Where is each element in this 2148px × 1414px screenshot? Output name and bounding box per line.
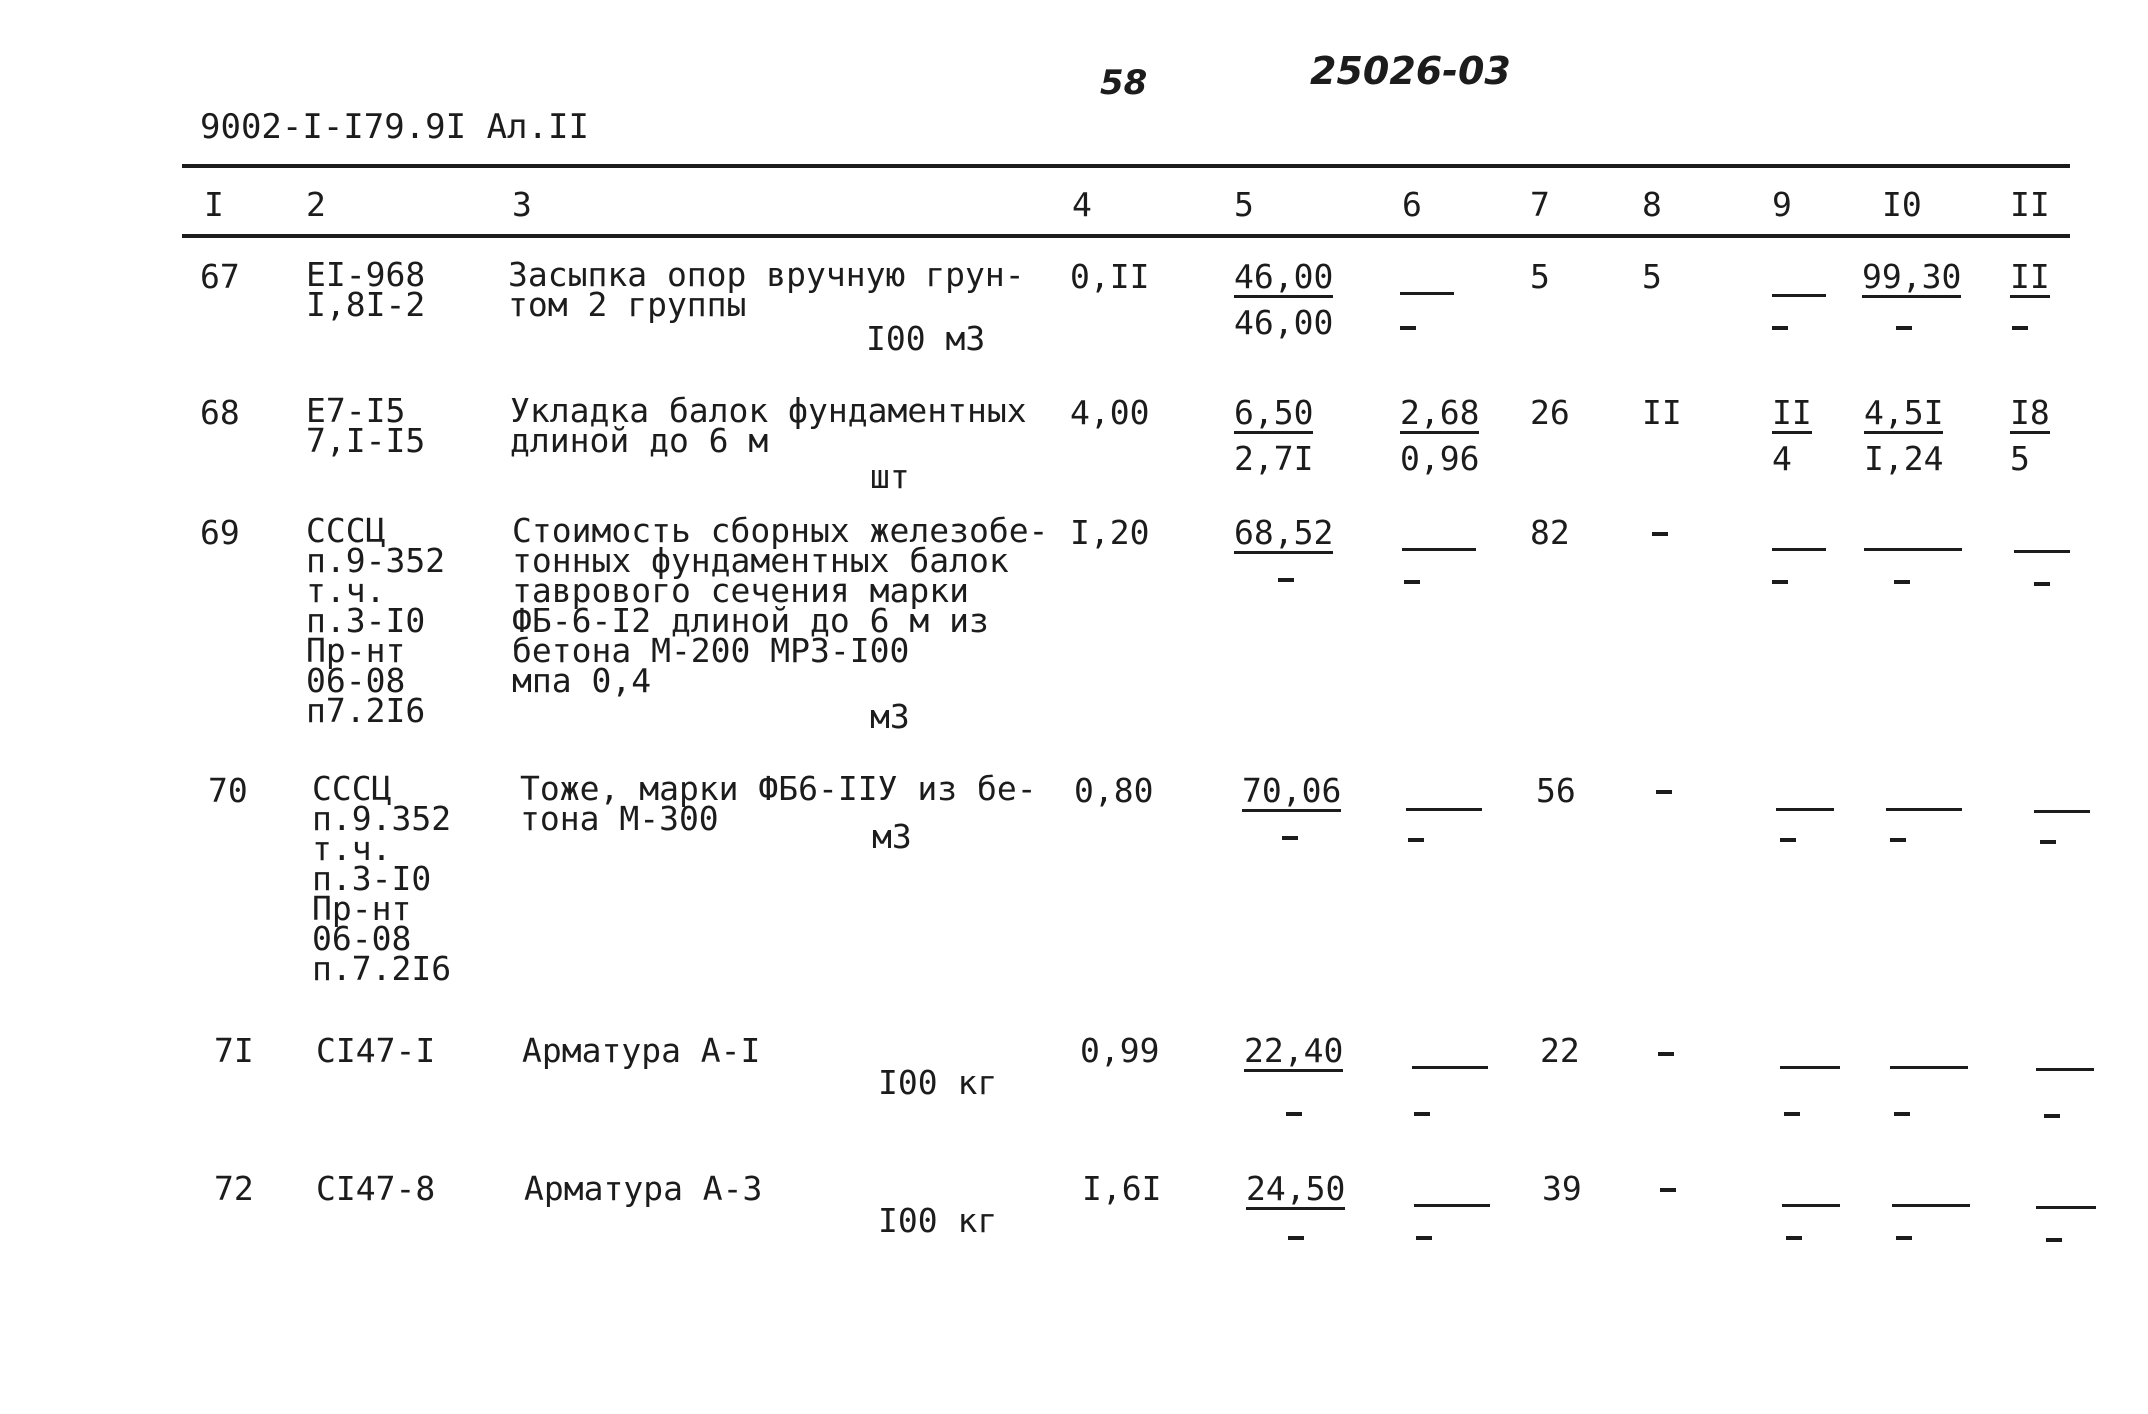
col11-top bbox=[2036, 1206, 2096, 1209]
col9-bottom bbox=[1772, 326, 1788, 330]
norm-code: E7-I5 7,I-I5 bbox=[306, 391, 426, 460]
col9-top bbox=[1780, 1066, 1840, 1069]
col7: 22 bbox=[1540, 1031, 1580, 1070]
col9-top bbox=[1772, 294, 1826, 297]
col10-bottom bbox=[1890, 838, 1906, 842]
col10-bottom: I,24 bbox=[1864, 439, 1944, 478]
row-number: 67 bbox=[200, 257, 240, 296]
unit: I00 м3 bbox=[866, 319, 986, 358]
col5-bottom bbox=[1282, 836, 1298, 840]
col7: 82 bbox=[1530, 513, 1570, 552]
col6-top bbox=[1402, 548, 1476, 551]
handwritten-code: 25026-03 bbox=[1310, 49, 1511, 93]
column-header-2: 2 bbox=[306, 185, 326, 224]
row-number: 7I bbox=[214, 1031, 254, 1070]
norm-code: EI-968 I,8I-2 bbox=[306, 255, 426, 324]
col6-bottom bbox=[1408, 838, 1424, 842]
column-header-5: 5 bbox=[1234, 185, 1254, 224]
col6-top: 2,68 bbox=[1400, 393, 1480, 432]
unit: шт bbox=[870, 457, 910, 496]
work-description: Арматура А-I bbox=[522, 1031, 761, 1070]
col8 bbox=[1658, 1052, 1674, 1056]
col5-top: 68,52 bbox=[1234, 513, 1334, 552]
col6-bottom bbox=[1404, 580, 1420, 584]
col11-bottom bbox=[2040, 840, 2056, 844]
column-header-7: 7 bbox=[1530, 185, 1550, 224]
col11-top bbox=[2034, 810, 2090, 813]
column-header-8: 8 bbox=[1642, 185, 1662, 224]
work-description: Тоже, марки ФБ6-IIУ из бе- тона М-300 bbox=[520, 769, 1037, 838]
norm-code: СССЦ п.9-352 т.ч. п.3-I0 Пр-нт 06-08 п7.2I6 bbox=[306, 511, 446, 730]
col10-top: 99,30 bbox=[1862, 257, 1962, 296]
work-description: Стоимость сборных железобе- тонных фундаментных балок таврового сечения марки ФБ-6-I2 длиной до 6 м из бетона М-200 МРЗ-I00 мпа 0,4 bbox=[512, 511, 1049, 700]
col10-bottom bbox=[1894, 1112, 1910, 1116]
quantity: 0,99 bbox=[1080, 1031, 1160, 1070]
page-number: 58 bbox=[1100, 63, 1148, 103]
unit: I00 кг bbox=[878, 1201, 998, 1240]
col7: 26 bbox=[1530, 393, 1570, 432]
work-description: Укладка балок фундаментных длиной до 6 м bbox=[510, 391, 1027, 460]
col8: II bbox=[1642, 393, 1682, 432]
col11-bottom: 5 bbox=[2010, 439, 2030, 478]
col5-top: 46,00 bbox=[1234, 257, 1334, 296]
col7: 56 bbox=[1536, 771, 1576, 810]
col11-bottom bbox=[2012, 326, 2028, 330]
col10-top: 4,5I bbox=[1864, 393, 1944, 432]
col10-top bbox=[1886, 808, 1962, 811]
col6-bottom: 0,96 bbox=[1400, 439, 1480, 478]
col9-top bbox=[1776, 808, 1834, 811]
col10-top bbox=[1892, 1204, 1970, 1207]
unit: м3 bbox=[870, 697, 910, 736]
row-number: 69 bbox=[200, 513, 240, 552]
col5-top: 6,50 bbox=[1234, 393, 1314, 432]
col8: 5 bbox=[1642, 257, 1662, 296]
col11-bottom bbox=[2034, 582, 2050, 586]
column-header-6: 6 bbox=[1402, 185, 1422, 224]
norm-code: CI47-8 bbox=[316, 1169, 436, 1208]
col6-bottom bbox=[1400, 326, 1416, 330]
norm-code: CI47-I bbox=[316, 1031, 436, 1070]
col10-top bbox=[1864, 548, 1962, 551]
col8 bbox=[1656, 790, 1672, 794]
column-header-11: II bbox=[2010, 185, 2050, 224]
col8 bbox=[1652, 532, 1668, 536]
col11-top: I8 bbox=[2010, 393, 2050, 432]
col5-bottom bbox=[1278, 578, 1294, 582]
col5-top: 70,06 bbox=[1242, 771, 1342, 810]
col8 bbox=[1660, 1188, 1676, 1192]
col5-top: 22,40 bbox=[1244, 1031, 1344, 1070]
col10-bottom bbox=[1896, 326, 1912, 330]
column-header-9: 9 bbox=[1772, 185, 1792, 224]
col9-top bbox=[1772, 548, 1826, 551]
col11-top bbox=[2036, 1068, 2094, 1071]
col6-bottom bbox=[1414, 1112, 1430, 1116]
col11-top bbox=[2014, 550, 2070, 553]
col10-bottom bbox=[1896, 1236, 1912, 1240]
row-number: 68 bbox=[200, 393, 240, 432]
header-rule-top bbox=[182, 164, 2070, 168]
unit: м3 bbox=[872, 817, 912, 856]
quantity: I,20 bbox=[1070, 513, 1150, 552]
column-header-10: I0 bbox=[1882, 185, 1922, 224]
row-number: 70 bbox=[208, 771, 248, 810]
col6-top bbox=[1414, 1204, 1490, 1207]
col9-bottom: 4 bbox=[1772, 439, 1792, 478]
quantity: I,6I bbox=[1082, 1169, 1162, 1208]
col11-bottom bbox=[2046, 1238, 2062, 1242]
col9-bottom bbox=[1784, 1112, 1800, 1116]
column-header-4: 4 bbox=[1072, 185, 1092, 224]
col9-bottom bbox=[1786, 1236, 1802, 1240]
col9-bottom bbox=[1780, 838, 1796, 842]
work-description: Арматура А-3 bbox=[524, 1169, 763, 1208]
col9-bottom bbox=[1772, 580, 1788, 584]
column-header-1: I bbox=[204, 185, 224, 224]
document-code: 9002-I-I79.9I Ал.II bbox=[200, 107, 589, 147]
quantity: 4,00 bbox=[1070, 393, 1150, 432]
quantity: 0,II bbox=[1070, 257, 1150, 296]
unit: I00 кг bbox=[878, 1063, 998, 1102]
col9-top: II bbox=[1772, 393, 1812, 432]
col5-bottom bbox=[1286, 1112, 1302, 1116]
col9-top bbox=[1782, 1204, 1840, 1207]
col5-top: 24,50 bbox=[1246, 1169, 1346, 1208]
col6-top bbox=[1406, 808, 1482, 811]
header-rule-bottom bbox=[182, 234, 2070, 238]
col5-bottom bbox=[1288, 1236, 1304, 1240]
col7: 5 bbox=[1530, 257, 1550, 296]
col6-top bbox=[1400, 292, 1454, 295]
col10-top bbox=[1890, 1066, 1968, 1069]
col10-bottom bbox=[1894, 580, 1910, 584]
col11-bottom bbox=[2044, 1114, 2060, 1118]
col6-bottom bbox=[1416, 1236, 1432, 1240]
col11-top: II bbox=[2010, 257, 2050, 296]
quantity: 0,80 bbox=[1074, 771, 1154, 810]
col7: 39 bbox=[1542, 1169, 1582, 1208]
norm-code: СССЦ п.9.352 т.ч. п.3-I0 Пр-нт 06-08 п.7.2I6 bbox=[312, 769, 452, 988]
column-header-3: 3 bbox=[512, 185, 532, 224]
col6-top bbox=[1412, 1066, 1488, 1069]
row-number: 72 bbox=[214, 1169, 254, 1208]
work-description: Засыпка опор вручную грун- том 2 группы bbox=[508, 255, 1025, 324]
col5-bottom: 46,00 bbox=[1234, 303, 1334, 342]
col5-bottom: 2,7I bbox=[1234, 439, 1314, 478]
